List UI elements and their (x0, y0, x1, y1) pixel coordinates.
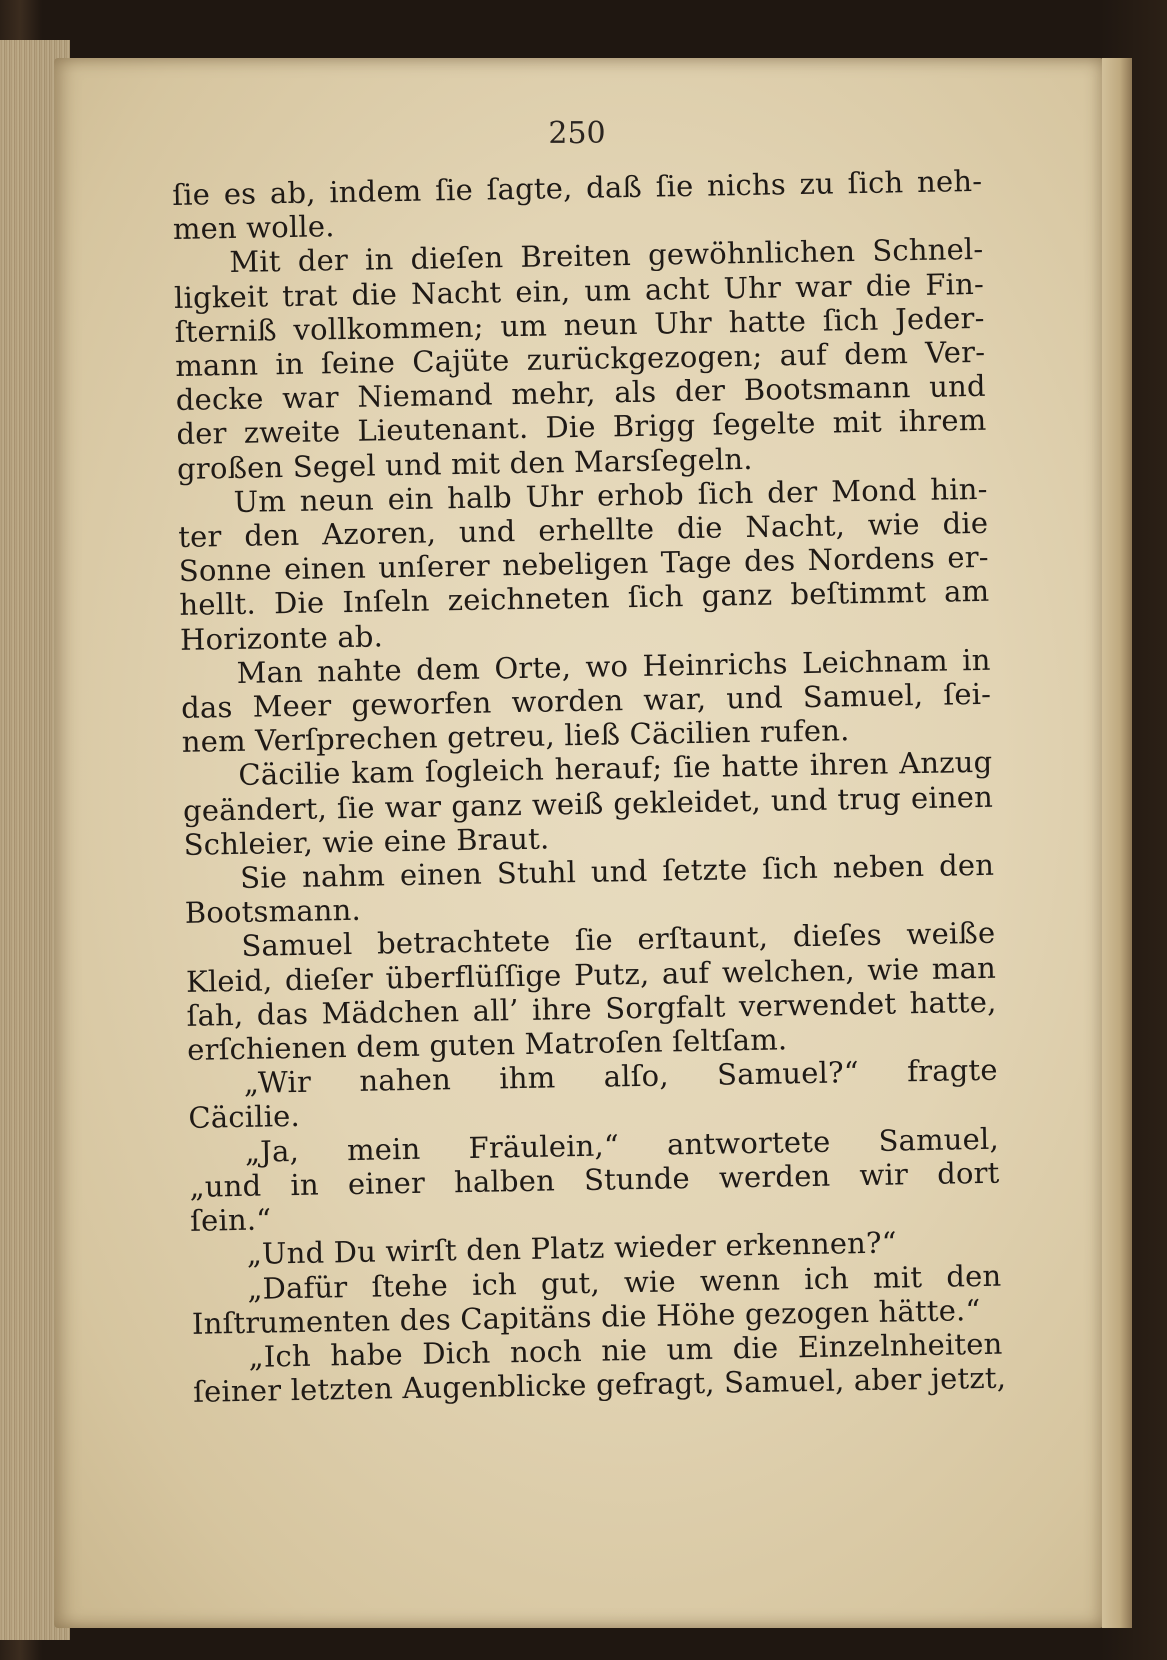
text-line: Man nahte dem Orte, wo Heinrichs Leichnam in (236, 642, 991, 690)
text-line: ter den Azoren, und erhellte die Nacht, wie die (177, 505, 989, 554)
text-line: ſie es ab, indem ſie ſagte, daß ſie nichs zu ſich neh- (172, 163, 983, 212)
text-line: „Ja, mein Fräulein,“ antwortete Samuel, (244, 1121, 1000, 1169)
text-line: Cäcilie kam ſogleich herauf; ſie hatte ihren Anzug (238, 745, 993, 793)
page-fold-shadow (1102, 58, 1132, 1628)
text-line: „Wir nahen ihm alſo, Samuel?“ fragte (243, 1053, 998, 1101)
text-line: „Und Du wirſt den Platz wieder erkennen?“ (246, 1225, 898, 1272)
text-line: Schleier, wie eine Braut. (183, 821, 550, 862)
text-line: decke war Niemand mehr, als der Bootsmann und (175, 369, 987, 418)
text-line: ligkeit trat die Nacht ein, um acht Uhr war die Fin- (173, 266, 985, 315)
text-line: „Dafür ſtehe ich gut, wie wenn ich mit den (247, 1258, 1002, 1306)
text-line: ſah, das Mädchen all’ ihre Sorgfalt verwendet hatte, (186, 984, 997, 1033)
text-line: hellt. Die Inſeln zeichneten ſich ganz beſtimmt am (179, 574, 990, 623)
page-number: 250 (548, 116, 606, 151)
text-line: men wolle. (172, 209, 335, 247)
text-line: Horizonte ab. (179, 619, 384, 657)
text-line: der zweite Lieutenant. Die Brigg ſegelte mit ihrem (176, 403, 987, 452)
body-text (172, 163, 1007, 1409)
text-line: erſchienen dem guten Matroſen ſeltſam. (186, 1022, 788, 1067)
text-line: mann in ſeine Cajüte zurückgezogen; auf dem Ver- (174, 334, 986, 383)
text-line: Cäcilie. (188, 1099, 301, 1136)
text-line: Inſtrumenten des Capitäns die Höhe gezogen hätte.“ (191, 1292, 981, 1341)
text-line: nem Verſprechen getreu, ließ Cäcilien rufen. (181, 713, 850, 760)
book-page (54, 58, 1104, 1628)
text-line: Samuel betrachtete ſie erſtaunt, dieſes weiße (241, 916, 996, 964)
text-line: ſein.“ (189, 1202, 272, 1238)
text-line: ſterniß vollkommen; um neun Uhr hatte ſich Jeder- (174, 300, 985, 349)
text-line: ſeiner letzten Augenblicke gefragt, Samuel, aber jetzt, (192, 1360, 1007, 1409)
text-line: „und in einer halben Stunde werden wir dort (189, 1155, 1000, 1204)
text-line: Sie nahm einen Stuhl und ſetzte ſich neben den (239, 847, 995, 895)
text-line: geändert, ſie war ganz weiß gekleidet, und trug einen (182, 779, 994, 828)
text-line: Bootsmann. (184, 893, 362, 931)
text-line: Kleid, dieſer überflüſſige Putz, auf welchen, wie man (185, 950, 997, 999)
text-line: Sonne einen unſerer nebeligen Tage des Nordens er- (178, 540, 990, 589)
text-line: „Ich habe Dich noch nie um die Einzelnheiten (248, 1326, 1003, 1374)
text-line: Um neun ein halb Uhr erhob ſich der Mond hin- (233, 471, 988, 519)
text-line: das Meer geworfen worden war, und Samuel, ſei- (180, 676, 992, 725)
text-line: Mit der in dieſen Breiten gewöhnlichen Schnel- (229, 232, 984, 280)
text-line: großen Segel und mit den Marsſegeln. (176, 441, 753, 486)
